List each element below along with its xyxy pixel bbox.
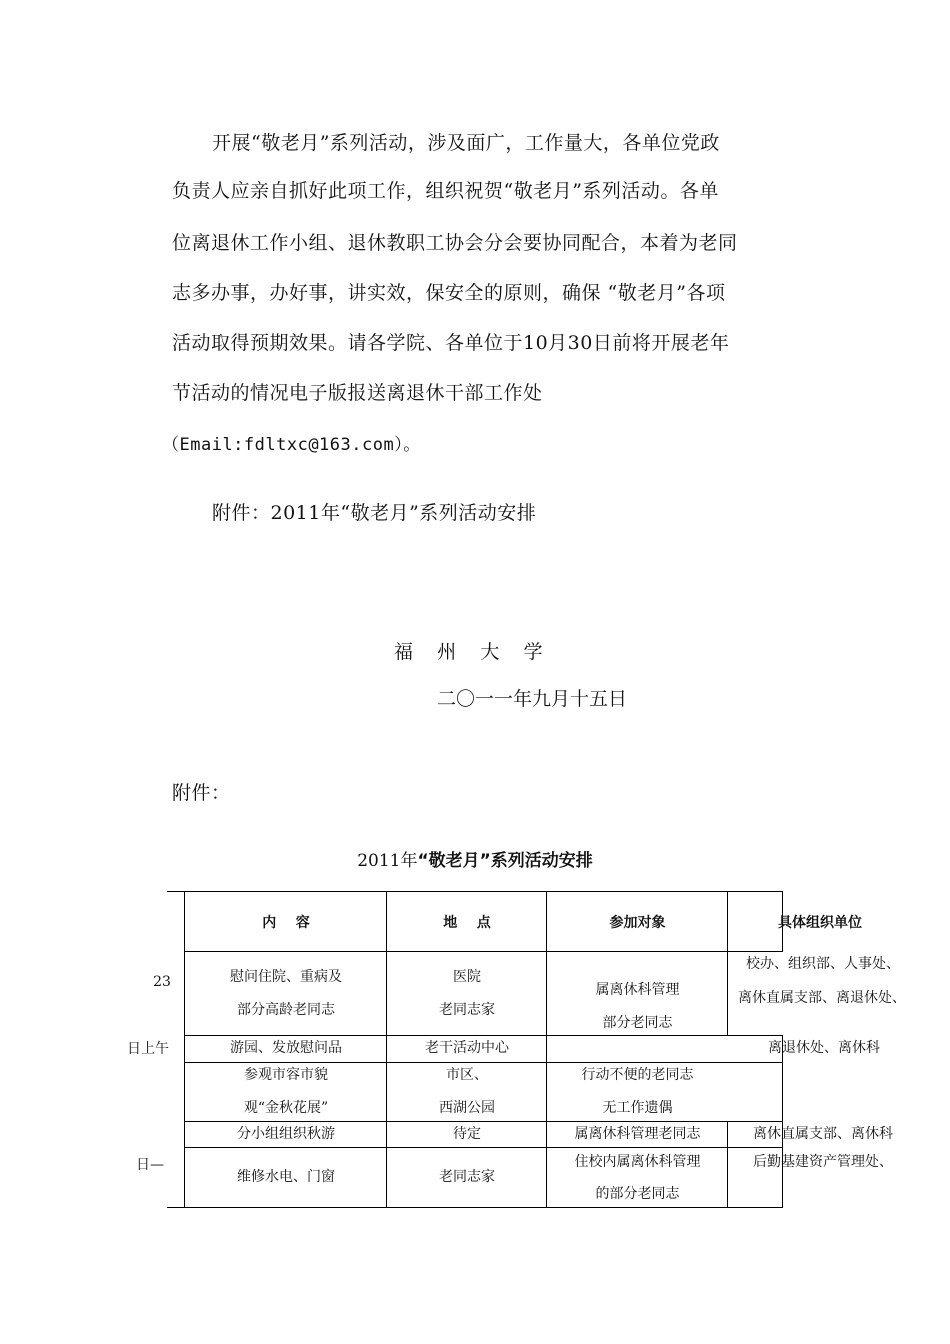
row1-org-line1: 校办、组织部、人事处、: [746, 956, 900, 972]
row5-place: 老同志家: [439, 1169, 495, 1185]
row1-target-line1: 属离休科管理: [595, 982, 680, 998]
row3-place-line1: 市区、: [446, 1067, 488, 1083]
signature-date: 二〇一一年九月十五日: [437, 688, 628, 710]
row5-content: 维修水电、门窗: [237, 1169, 335, 1185]
row3-target-line2: 无工作遗偶: [602, 1100, 673, 1116]
signature-org: 福 州 大 学: [394, 641, 543, 663]
row4-org: 离休直属支部、离休科: [753, 1126, 893, 1142]
row2-content: 游园、发放慰问品: [230, 1040, 342, 1056]
table-title-text: “敬老月”系列活动安排: [417, 851, 593, 871]
body-line-1: 开展“敬老月”系列活动，涉及面广，工作量大，各单位党政: [212, 132, 720, 154]
body-line-2: 负责人应亲自抓好此项工作，组织祝贺“敬老月”系列活动。各单: [172, 180, 719, 202]
header-place: 地 点: [443, 915, 491, 931]
row1-place-line2: 老同志家: [439, 1002, 495, 1018]
row2-org: 离退休处、离休科: [768, 1040, 880, 1056]
row4-target: 属离休科管理老同志: [574, 1126, 701, 1142]
row4-content: 分小组组织秋游: [237, 1126, 335, 1142]
table-header-bottom: [184, 951, 783, 952]
side-label-morning: 日上午: [127, 1041, 169, 1057]
row1-content-line2: 部分高龄老同志: [237, 1002, 335, 1018]
row5-target-line1: 住校内属离休科管理: [574, 1154, 701, 1170]
row4-place: 待定: [453, 1126, 481, 1142]
row2-place: 老干活动中心: [425, 1040, 509, 1056]
body-line-3: 位离退休工作小组、退休教职工协会分会要协同配合，本着为老同: [172, 232, 738, 254]
row3-target-line1: 行动不便的老同志: [581, 1067, 694, 1083]
row5-target-line2: 的部分老同志: [595, 1186, 680, 1202]
body-line-4: 志多办事，办好事，讲实效，保安全的原则，确保 “敬老月”各项: [172, 282, 726, 304]
attachment-label: 附件：: [172, 782, 231, 804]
row1-content-line1: 慰问住院、重病及: [230, 969, 342, 985]
table-border-top: [167, 891, 783, 892]
table-col-rule: [727, 891, 728, 1035]
row3-content-line1: 参观市容市貌: [244, 1067, 328, 1083]
row1-place-line1: 医院: [453, 969, 481, 985]
table-title: [0, 846, 950, 871]
side-label-day-range: 日—: [136, 1157, 164, 1173]
body-line-5: 活动取得预期效果。请各学院、各单位于10月30日前将开展老年: [172, 332, 730, 354]
attachment-note: 附件：2011年“敬老月”系列活动安排: [212, 502, 537, 524]
table-col-rule: [727, 1121, 728, 1208]
table-col-rule: [386, 891, 387, 1208]
header-org: 具体组织单位: [778, 915, 862, 931]
row3-place-line2: 西湖公园: [439, 1100, 495, 1116]
side-label-day: 23: [153, 974, 171, 990]
email-line: （Email:fdltxc@163.com）。: [162, 435, 421, 455]
table-col-rule: [184, 891, 185, 1208]
header-target: 参加对象: [609, 915, 666, 931]
row3-content-line2: 观“金秋花展”: [243, 1100, 329, 1116]
body-line-6: 节活动的情况电子版报送离退休干部工作处: [172, 382, 543, 404]
table-col-rule: [546, 891, 547, 1208]
row1-target-line2: 部分老同志: [602, 1015, 673, 1031]
header-content: 内 容: [262, 915, 310, 931]
row1-org-line2: 离休直属支部、离退休处、: [738, 990, 906, 1006]
row5-org: 后勤基建资产管理处、: [753, 1154, 893, 1170]
table-title-year: 2011年: [357, 851, 418, 871]
